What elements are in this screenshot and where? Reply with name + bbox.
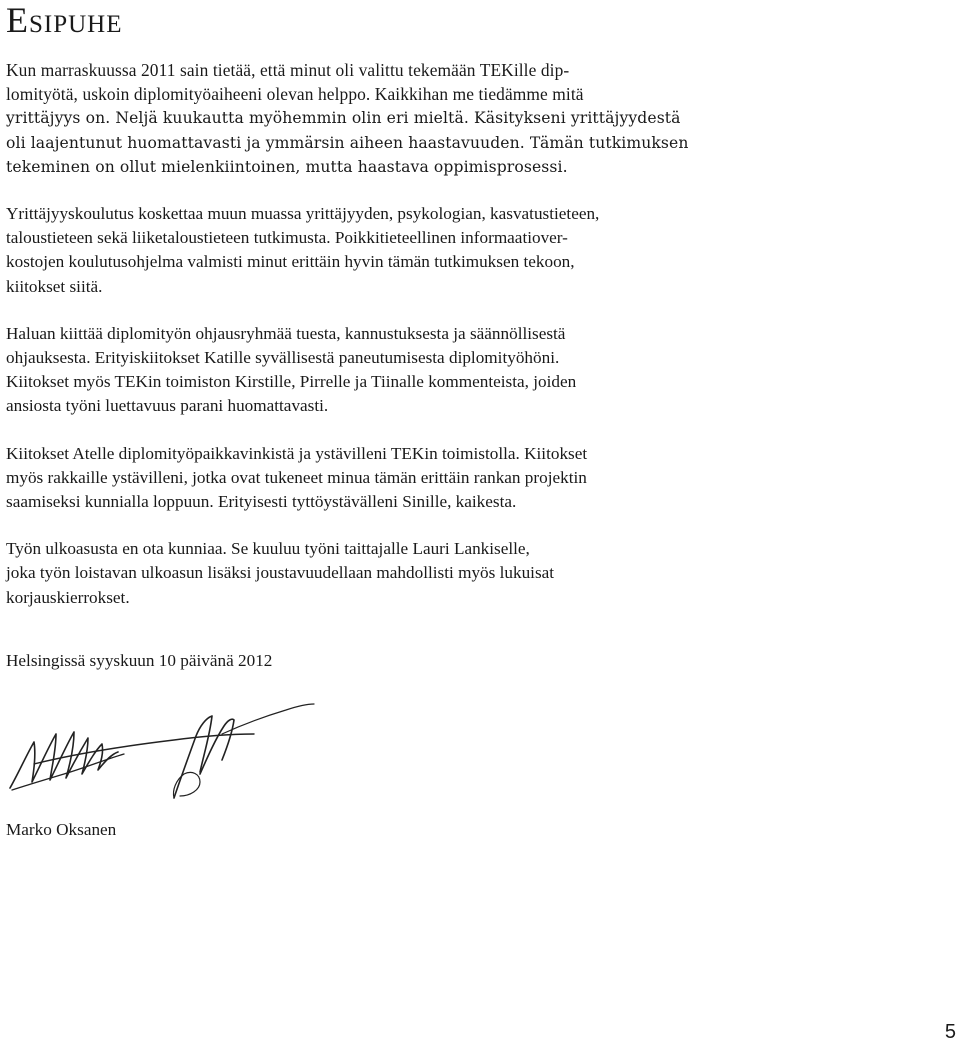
signature-icon: [4, 694, 324, 804]
text-line: joka työn loistavan ulkoasun lisäksi joustavuudellaan mahdollisti myös lukuisat: [6, 563, 555, 583]
paragraph-5: [6, 537, 706, 610]
text-line: korjauskierrokset.: [6, 587, 130, 607]
signer-name: Marko Oksanen: [6, 820, 117, 839]
paragraph-1: [6, 58, 706, 179]
text-line: Kun marraskuussa 2011 sain tietää, että minut oli valittu tekemään TEKille dip-: [6, 60, 570, 80]
text-line: ansiosta työni luettavuus parani huomattavasti.: [6, 396, 329, 416]
text-line: Haluan kiittää diplomityön ohjausryhmää tuesta, kannustuksesta ja säännöllisestä: [6, 323, 566, 343]
preface-body: [6, 58, 706, 633]
text-line: saamiseksi kunnialla loppuun. Erityisesti tyttöystävälleni Sinille, kaikesta.: [6, 492, 517, 512]
text-line: oli laajentunut huomattavasti ja ymmärsin aiheen haastavuuden. Tämän tutkimuksen: [6, 133, 689, 152]
paragraph-2: [6, 202, 706, 299]
text-line: Kiitokset myös TEKin toimiston Kirstille, Pirrelle ja Tiinalle kommenteista, joiden: [6, 372, 577, 392]
page-number: 5: [944, 1021, 956, 1043]
paragraph-4: [6, 442, 706, 515]
text-line: Kiitokset Atelle diplomityöpaikkavinkistä ja ystävilleni TEKin toimistolla. Kiitokset: [6, 443, 588, 463]
text-line: myös rakkaille ystävilleni, jotka ovat tukeneet minua tämän erittäin rankan projektin: [6, 467, 587, 487]
page-title: Esipuhe: [6, 0, 123, 40]
place-and-date: Helsingissä syyskuun 10 päivänä 2012: [6, 651, 273, 670]
text-line: kostojen koulutusohjelma valmisti minut erittäin hyvin tämän tutkimuksen tekoon,: [6, 252, 575, 272]
text-line: Yrittäjyyskoulutus koskettaa muun muassa yrittäjyyden, psykologian, kasvatustieteen,: [6, 204, 600, 224]
text-line: kiitokset siitä.: [6, 276, 103, 296]
text-line: Työn ulkoasusta en ota kunniaa. Se kuuluu työni taittajalle Lauri Lankiselle,: [6, 539, 530, 559]
text-line: lomityötä, uskoin diplomityöaiheeni olevan helppo. Kaikkihan me tiedämme mitä: [6, 84, 584, 105]
text-line: yrittäjyys on. Neljä kuukautta myöhemmin olin eri mieltä. Käsitykseni yrittäjyydestä: [6, 109, 681, 128]
text-line: taloustieteen sekä liiketaloustieteen tutkimusta. Poikkitieteellinen informaatiover-: [6, 228, 568, 248]
text-line: ohjauksesta. Erityiskiitokset Katille syvällisestä paneutumisesta diplomityöhöni.: [6, 348, 560, 368]
paragraph-3: [6, 322, 706, 419]
text-line: tekeminen on ollut mielenkiintoinen, mutta haastava oppimisprosessi.: [6, 157, 568, 176]
